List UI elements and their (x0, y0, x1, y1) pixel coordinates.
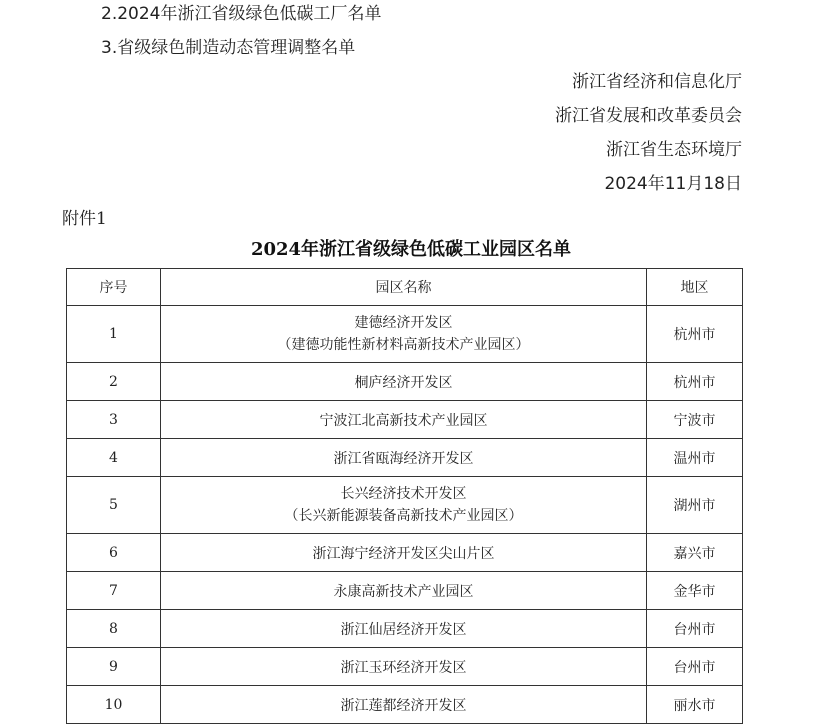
header-region: 地区 (647, 269, 743, 306)
park-name-cell (161, 306, 647, 363)
park-name-cell: 浙江莲都经济开发区 (161, 686, 647, 724)
region-cell: 温州市 (647, 439, 743, 477)
park-alias: （建德功能性新材料高新技术产业园区） (277, 337, 530, 353)
region-cell: 金华市 (647, 572, 743, 610)
region-cell: 丽水市 (647, 686, 743, 724)
table-row (67, 401, 743, 439)
park-name-cell: 浙江仙居经济开发区 (161, 610, 647, 648)
serial-cell: 7 (67, 572, 161, 610)
park-name: 长兴经济技术开发区 (340, 486, 467, 502)
reference-item-3: 3.省级绿色制造动态管理调整名单 (101, 38, 356, 58)
table-row (67, 610, 743, 648)
serial-cell: 1 (67, 306, 161, 363)
park-name-cell: 宁波江北高新技术产业园区 (161, 401, 647, 439)
region-cell: 台州市 (647, 610, 743, 648)
region-cell: 杭州市 (647, 306, 743, 363)
table-row (67, 648, 743, 686)
table-header-row (67, 269, 743, 306)
table-row (67, 534, 743, 572)
serial-cell: 2 (67, 363, 161, 401)
region-cell: 台州市 (647, 648, 743, 686)
table-row (67, 363, 743, 401)
park-name-cell: 浙江省瓯海经济开发区 (161, 439, 647, 477)
serial-cell: 3 (67, 401, 161, 439)
region-cell: 宁波市 (647, 401, 743, 439)
region-cell: 杭州市 (647, 363, 743, 401)
signatory-development-reform: 浙江省发展和改革委员会 (555, 106, 742, 126)
table-title: 2024年浙江省级绿色低碳工业园区名单 (250, 239, 572, 260)
signatory-ecology-environment: 浙江省生态环境厅 (606, 140, 742, 160)
document-date: 2024年11月18日 (604, 174, 742, 194)
header-serial: 序号 (67, 269, 161, 306)
reference-item-2: 2.2024年浙江省级绿色低碳工厂名单 (101, 4, 382, 24)
serial-cell: 9 (67, 648, 161, 686)
serial-cell: 8 (67, 610, 161, 648)
serial-cell: 6 (67, 534, 161, 572)
region-cell: 嘉兴市 (647, 534, 743, 572)
park-name-cell (161, 477, 647, 534)
park-name-cell: 浙江玉环经济开发区 (161, 648, 647, 686)
park-name-cell: 桐庐经济开发区 (161, 363, 647, 401)
park-list-table (66, 268, 743, 724)
table-row (67, 439, 743, 477)
header-park-name: 园区名称 (161, 269, 647, 306)
serial-cell: 4 (67, 439, 161, 477)
table-row (67, 306, 743, 363)
region-cell: 湖州市 (647, 477, 743, 534)
serial-cell: 10 (67, 686, 161, 724)
park-name: 建德经济开发区 (354, 315, 453, 331)
serial-cell: 5 (67, 477, 161, 534)
table-row (67, 477, 743, 534)
park-alias: （长兴新能源装备高新技术产业园区） (284, 508, 523, 524)
table-row (67, 572, 743, 610)
table-row (67, 686, 743, 724)
signatory-economy-info: 浙江省经济和信息化厅 (572, 72, 742, 92)
park-name-cell: 浙江海宁经济开发区尖山片区 (161, 534, 647, 572)
park-name-cell: 永康高新技术产业园区 (161, 572, 647, 610)
attachment-label: 附件1 (62, 209, 107, 229)
